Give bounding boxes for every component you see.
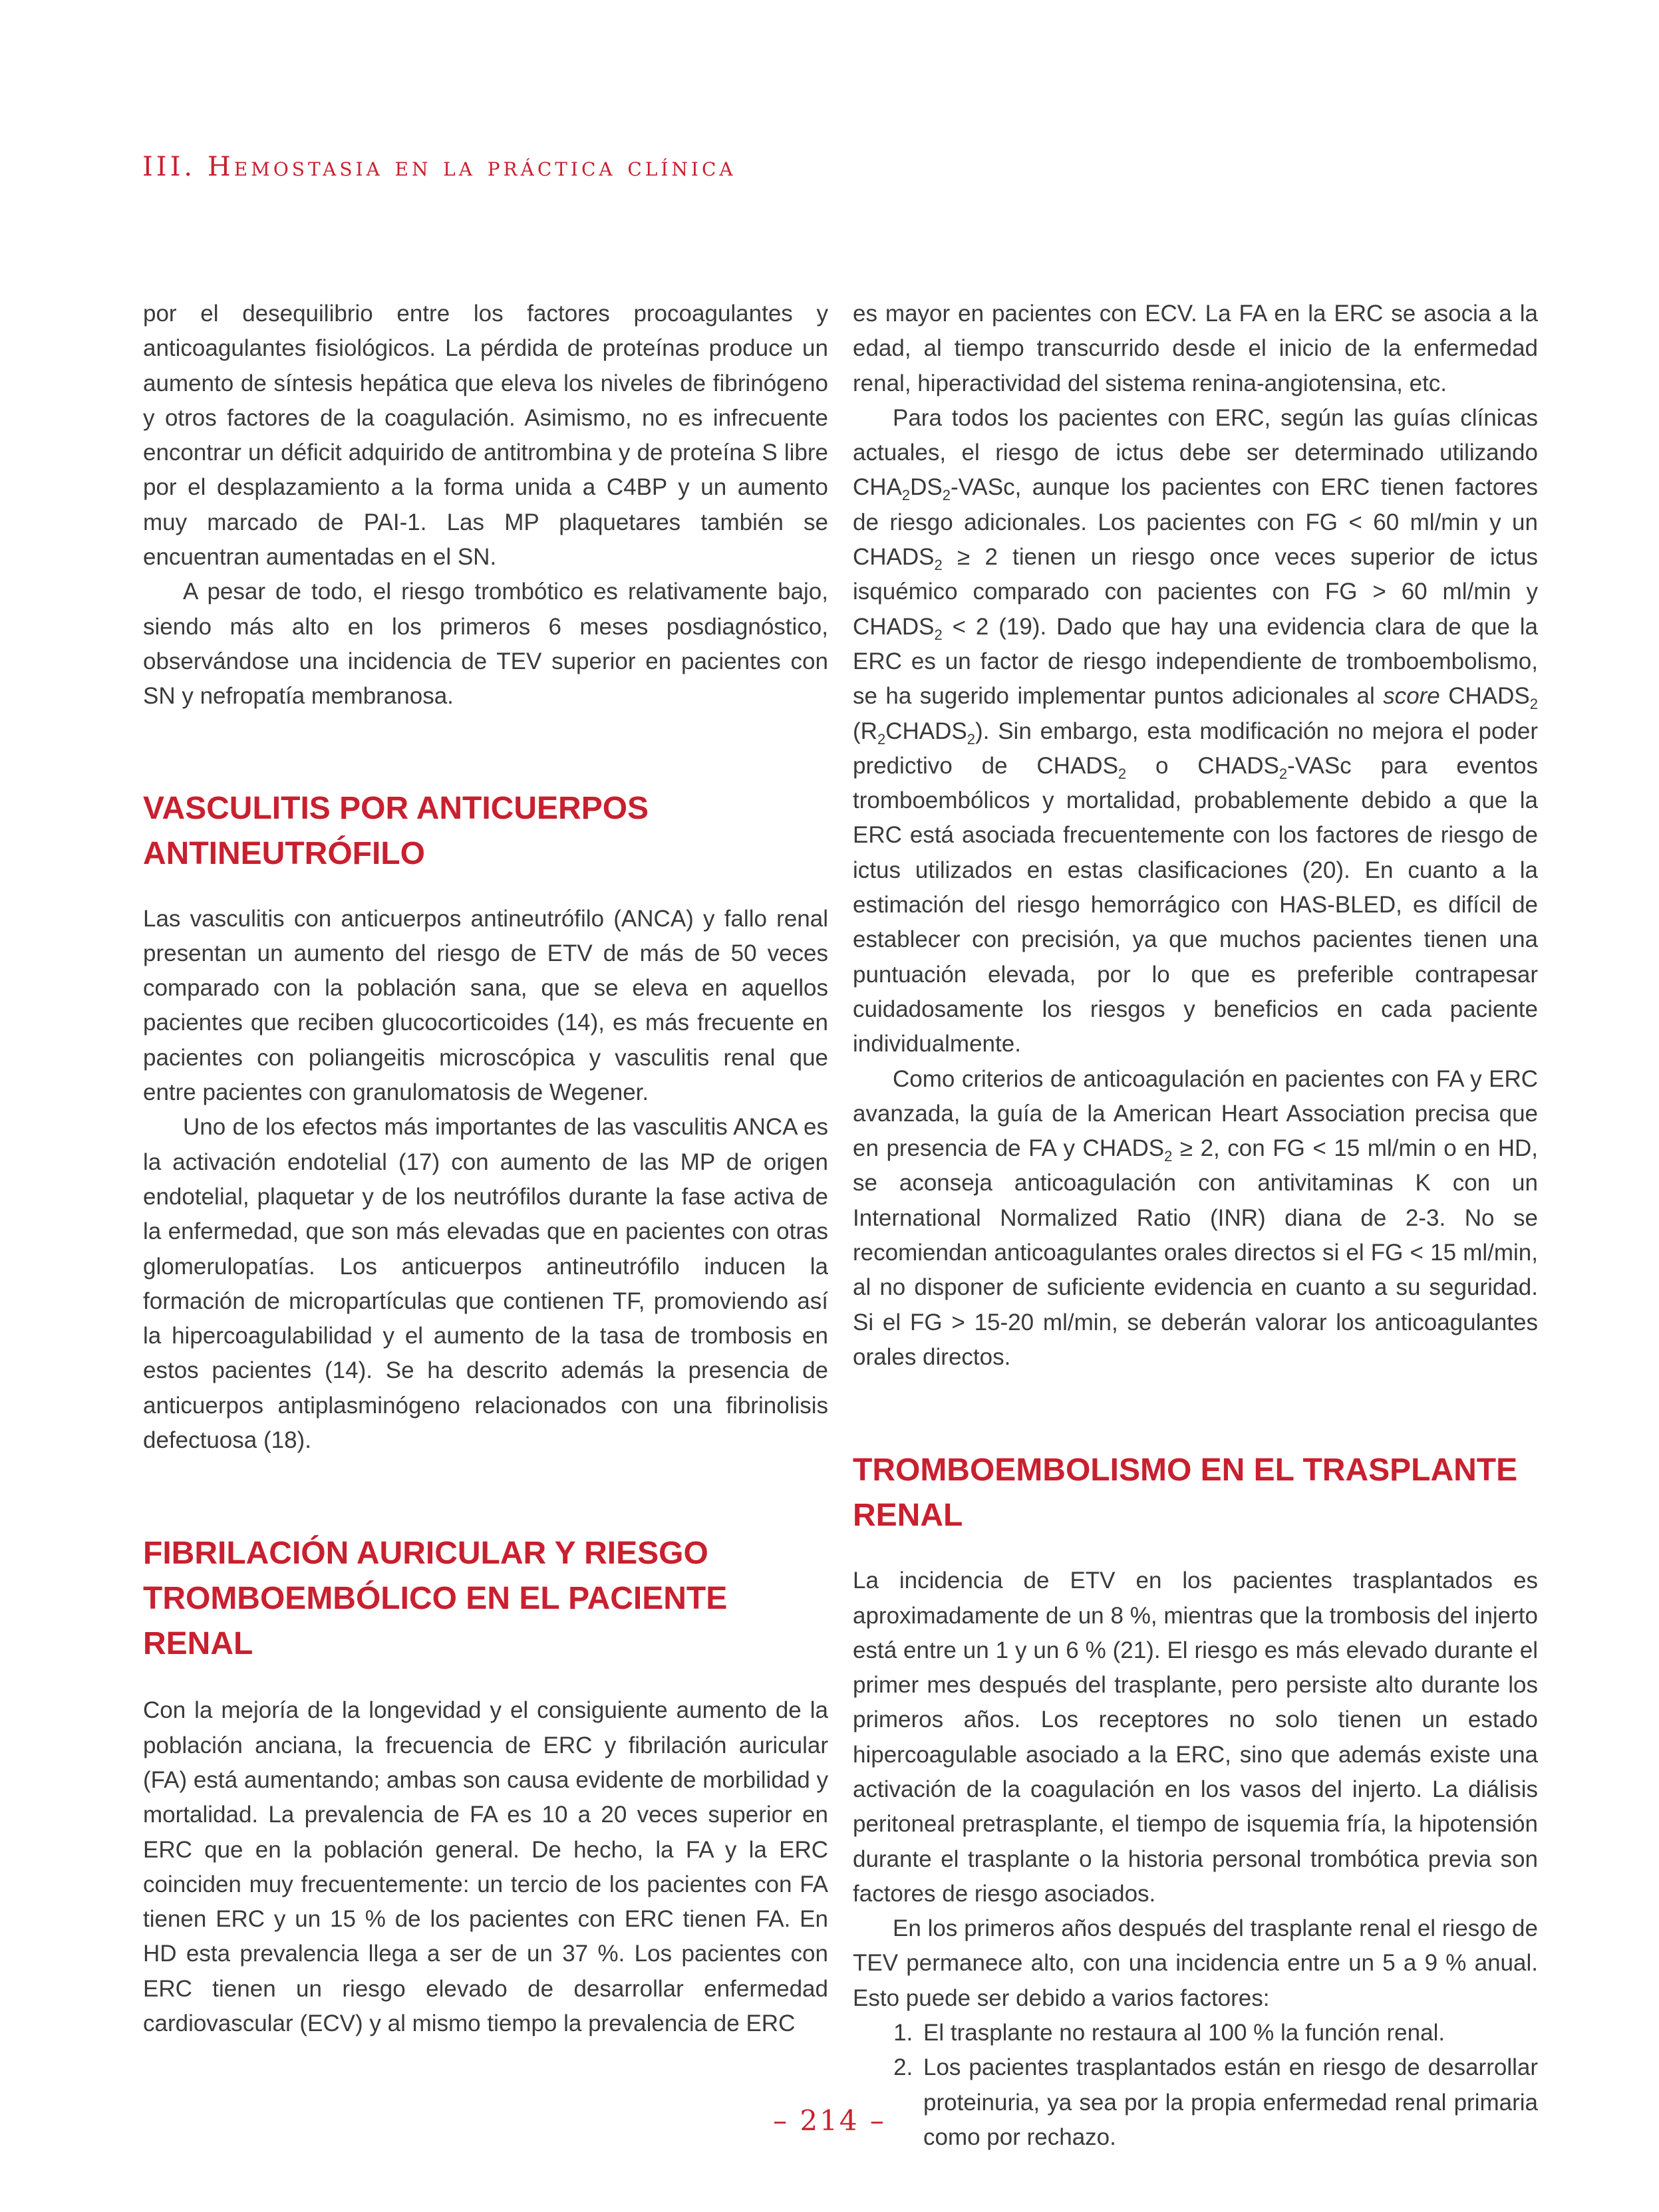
page-number: – 214 –	[773, 2104, 886, 2137]
right-column	[853, 297, 1538, 2155]
paragraph: es mayor en pacientes con ECV. La FA en la ERC se asocia a la edad, al tiempo transcurrido desde el inicio de la enfermedad renal, hiperactividad del sistema renina-angiotensina, etc.	[853, 301, 1538, 396]
paragraph: por el desequilibrio entre los factores procoagulantes y anticoagulantes fisiológicos. La pérdida de proteínas produce un aumento de síntesis hepática que eleva los niveles de fibrinógeno y otros factores de la coagulación. Asimismo, no es infrecuente encontrar un déficit adquirido de antitrombina y de proteína S libre por el desplazamiento a la forma unida a C4BP y un aumento muy marcado de PAI-1. Las MP plaquetares también se encuentran aumentadas en el SN.	[143, 301, 828, 571]
section-heading-vasculitis: VASCULITIS POR ANTICUERPOS ANTINEUTRÓFILO	[143, 790, 649, 871]
paragraph: En los primeros años después del trasplante renal el riesgo de TEV permanece alto, con una incidencia entre un 5 a 9 % anual. Esto puede ser debido a varios factores:	[853, 1915, 1538, 2011]
paragraph: Uno de los efectos más importantes de las vasculitis ANCA es la activación endotelial (17) con aumento de las MP de origen endotelial, plaquetar y de los neutrófilos durante la fase activa de la enfermedad, que son más elevadas que en pacientes con otras glomerulopatías. Los anticuerpos antineutrófilo inducen la formación de micropartículas que contienen TF, promoviendo así la hipercoagulabilidad y el aumento de la tasa de trombosis en estos pacientes (14). Se ha descrito además la presencia de anticuerpos antiplasminógeno relacionados con una fibrinolisis defectuosa (18).	[143, 1114, 828, 1454]
paragraph: La incidencia de ETV en los pacientes trasplantados es aproximadamente de un 8 %, mientras que la trombosis del injerto está entre un 1 y un 6 % (21). El riesgo es más elevado durante el primer mes después del trasplante, pero persiste alto durante los primeros años. Los receptores no solo tienen un estado hipercoagulable asociado a la ERC, sino que además existe una activación de la coagulación en los vasos del injerto. La diálisis peritoneal pretrasplante, el tiempo de isquemia fría, la hipotensión durante el trasplante o la historia personal trombótica previa son factores de riesgo asociados.	[853, 1568, 1538, 1907]
paragraph: Las vasculitis con anticuerpos antineutrófilo (ANCA) y fallo renal presentan un aumento del riesgo de ETV de más de 50 veces comparado con la población sana, que se eleva en aquellos pacientes que reciben glucocorticoides (14), es más frecuente en pacientes con poliangeitis microscópica y vasculitis renal que entre pacientes con granulomatosis de Wegener.	[143, 905, 828, 1106]
paragraph-chads: Para todos los pacientes con ERC, según las guías clínicas actuales, el riesgo de ictus debe ser determinado utilizando $CHA_2DS_2$-VASc, aunque los pacientes con ERC tienen factores de riesgo adicionales. Los pacientes con FG < 60 ml/min y un $CHADS_2 \ge 2$ tienen un riesgo once veces superior de ictus isquémico comparado con pacientes con FG > 60 ml/min y $CHADS_2 < 2$ (19). Dado que hay una evidencia clara de que la ERC es un factor de riesgo independiente de tromboembolismo, se ha sugerido implementar puntos adicionales al score $CHADS_2$ $(R_2CHADS_2)$. Sin embargo, esta modificación no mejora el poder predictivo de $CHADS_2$ o $CHADS_2$-VASc para eventos tromboembólicos y mortalidad, probablemente debido a que la ERC está asociada frecuentemente con los factores de riesgo de ictus utilizados en estas clasificaciones (20). En cuanto a la estimación del riesgo hemorrágico con HAS-BLED, es difícil de establecer con precisión, ya que muchos pacientes tienen una puntuación elevada, por lo que es preferible contrapesar cuidadosamente los riesgos y beneficios en cada paciente individualmente.	[853, 404, 1538, 1057]
paragraph: Con la mejoría de la longevidad y el consiguiente aumento de la población anciana, la frecuencia de ERC y fibrilación auricular (FA) está aumentando; ambas son causa evidente de morbilidad y mortalidad. La prevalencia de FA es 10 a 20 veces superior en ERC que en la población general. De hecho, la FA y la ERC coinciden muy frecuentemente: un tercio de los pacientes con FA tienen ERC y un 15 % de los pacientes con ERC tienen FA. En HD esta prevalencia llega a ser de un 37 %. Los pacientes con ERC tienen un riesgo elevado de desarrollar enfermedad cardiovascular (ECV) y al mismo tiempo la prevalencia de ERC	[143, 1697, 828, 2036]
left-column	[143, 297, 828, 2041]
section-heading-trasplante: TROMBOEMBOLISMO EN EL TRASPLANTE RENAL	[853, 1452, 1518, 1534]
list-item: 2. Los pacientes trasplantados están en riesgo de desarrollar proteinuria, ya sea por la propia enfermedad renal primaria como por rechazo.	[919, 2050, 1538, 2155]
paragraph: A pesar de todo, el riesgo trombótico es relativamente bajo, siendo más alto en los primeros 6 meses posdiagnóstico, observándose una incidencia de TEV superior en pacientes con SN y nefropatía membranosa.	[143, 579, 828, 710]
running-header: III. Hemostasia en la práctica clínica	[142, 152, 736, 182]
list-item: 1. El trasplante no restaura al 100 % la función renal.	[919, 2016, 1538, 2050]
paragraph-aha: Como criterios de anticoagulación en pacientes con FA y ERC avanzada, la guía de la American Heart Association precisa que en presencia de FA y $CHADS_2 \ge 2$, con FG < 15 ml/min o en HD, se aconseja anticoagulación con antivitaminas K con un International Normalized Ratio (INR) diana de 2-3. No se recomiendan anticoagulantes orales directos si el FG < 15 ml/min, al no disponer de suficiente evidencia en cuanto a su seguridad. Si el FG > 15-20 ml/min, se deberán valorar los anticoagulantes orales directos.	[853, 1065, 1538, 1370]
section-heading-fibrilacion: FIBRILACIÓN AURICULAR Y RIESGO TROMBOEMBÓLICO EN EL PACIENTE RENAL	[143, 1536, 728, 1662]
